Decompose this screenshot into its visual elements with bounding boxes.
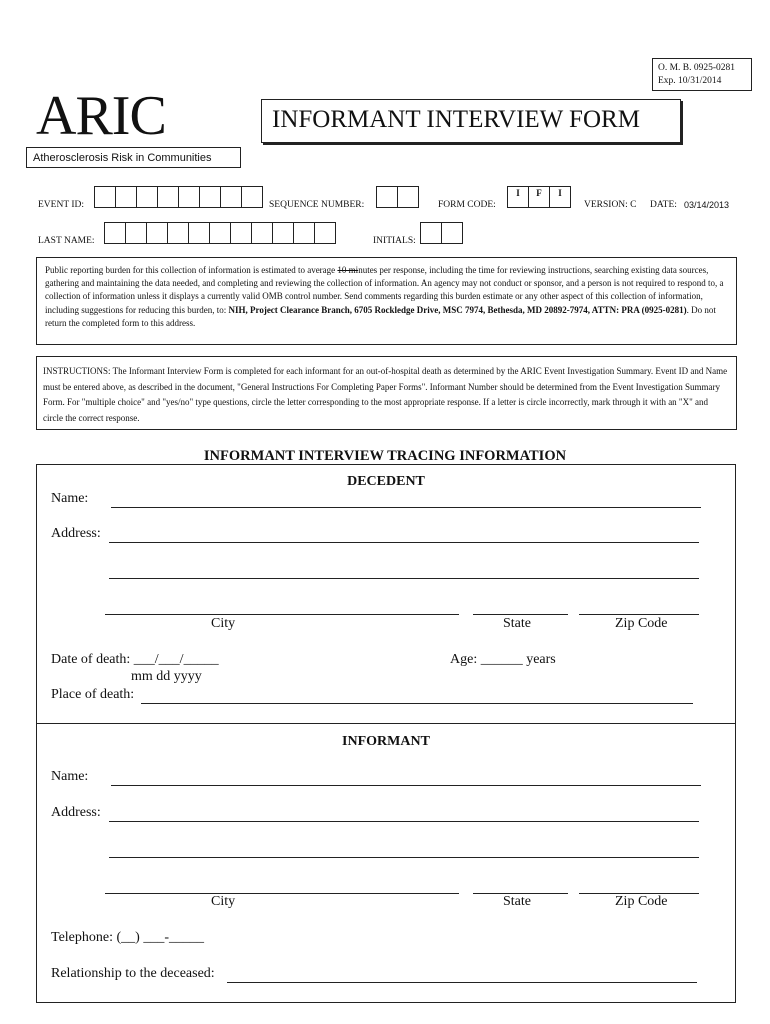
last-name-cell[interactable]	[188, 222, 210, 244]
event-id-cell[interactable]	[157, 186, 179, 208]
form-code-boxes	[507, 186, 571, 208]
decedent-city-field[interactable]	[105, 600, 459, 615]
omb-number: O. M. B. 0925-0281	[658, 63, 736, 73]
event-id-cell[interactable]	[178, 186, 200, 208]
relationship-field[interactable]	[227, 968, 697, 983]
place-of-death-label: Place of death:	[51, 687, 135, 702]
last-name-cell[interactable]	[125, 222, 147, 244]
decedent-section	[36, 464, 736, 724]
informant-heading: INFORMANT	[342, 734, 430, 749]
section-title: INFORMANT INTERVIEW TRACING INFORMATION	[203, 448, 567, 464]
form-code-label: FORM CODE:	[438, 200, 496, 210]
event-id-cell[interactable]	[115, 186, 137, 208]
date-of-death-field[interactable]: Date of death: ___/___/_____	[51, 652, 219, 667]
form-title: INFORMANT INTERVIEW FORM	[261, 99, 681, 143]
informant-zip-field[interactable]	[579, 879, 699, 894]
decedent-city-label: City	[211, 616, 236, 631]
omb-expiration: Exp. 10/31/2014	[658, 76, 722, 86]
last-name-cell[interactable]	[314, 222, 336, 244]
burden-text-b: nutes per response, including the time for reviewing instructions, searching existing data sources, gathering and maintaining the data needed, and completing and reviewing the collection of information. An agency may not conduct or sponsor, and a person is not required to respond to, a collection of information unless it displays a currently valid OMB control number. Send comments regarding this burden estimate or any other aspect of this collection of information, including suggestions for reducing this burden, to:	[45, 265, 724, 315]
sequence-number-label: SEQUENCE NUMBER:	[269, 200, 365, 210]
last-name-cell[interactable]	[209, 222, 231, 244]
age-field[interactable]: Age: ______ years	[450, 652, 556, 667]
burden-struck: 10 mi	[337, 265, 359, 275]
last-name-label: LAST NAME:	[38, 236, 95, 246]
burden-statement	[36, 257, 737, 345]
telephone-field[interactable]: Telephone: (__) ___-_____	[51, 930, 204, 945]
event-id-cell[interactable]	[136, 186, 158, 208]
version-label: VERSION: C	[584, 200, 637, 210]
sequence-cell[interactable]	[397, 186, 419, 208]
informant-state-label: State	[503, 894, 531, 909]
form-code-cell: I	[549, 186, 571, 208]
omb-box	[652, 58, 752, 91]
event-id-boxes[interactable]	[94, 186, 263, 208]
date-label: DATE:	[650, 200, 677, 210]
informant-name-label: Name:	[51, 769, 89, 784]
event-id-cell[interactable]	[199, 186, 221, 208]
event-id-cell[interactable]	[241, 186, 263, 208]
informant-state-field[interactable]	[473, 879, 568, 894]
event-id-cell[interactable]	[94, 186, 116, 208]
last-name-cell[interactable]	[104, 222, 126, 244]
decedent-address-label: Address:	[51, 526, 101, 541]
last-name-cell[interactable]	[146, 222, 168, 244]
decedent-zip-label: Zip Code	[615, 616, 668, 631]
event-id-cell[interactable]	[220, 186, 242, 208]
last-name-cell[interactable]	[251, 222, 273, 244]
last-name-cell[interactable]	[272, 222, 294, 244]
burden-text-c: . Do not return the completed form to this address.	[45, 304, 716, 328]
decedent-name-field[interactable]	[111, 493, 701, 508]
decedent-heading: DECEDENT	[347, 474, 425, 489]
burden-address: NIH, Project Clearance Branch, 6705 Rockledge Drive, MSC 7974, Bethesda, MD 20892-7974, ATTN: PRA (0925-0281)	[228, 304, 687, 315]
informant-address-label: Address:	[51, 805, 101, 820]
decedent-address-line1[interactable]	[109, 528, 699, 543]
informant-address-line1[interactable]	[109, 807, 699, 822]
last-name-boxes[interactable]	[104, 222, 336, 244]
initials-label: INITIALS:	[373, 236, 416, 246]
informant-city-label: City	[211, 894, 236, 909]
informant-name-field[interactable]	[111, 771, 701, 786]
sequence-cell[interactable]	[376, 186, 398, 208]
decedent-state-field[interactable]	[473, 600, 568, 615]
informant-city-field[interactable]	[105, 879, 459, 894]
place-of-death-field[interactable]	[141, 689, 693, 704]
initials-cell[interactable]	[420, 222, 442, 244]
date-value: 03/14/2013	[684, 200, 730, 210]
instructions-box: INSTRUCTIONS: The Informant Interview Form is completed for each informant for an out-of-hospital death as determined by the ARIC Event Investigation Summary. Event ID and Name must be entered above, as described in the document, "General Instructions For Completing Paper Forms". Informant Number should be determined from the Event Investigation Summary Form. For "multiple choice" and "yes/no" type questions, circle the letter corresponding to the most appropriate response. If a letter is circle incorrectly, mark through it with an "X" and circle the correct response.	[36, 356, 737, 430]
last-name-cell[interactable]	[167, 222, 189, 244]
decedent-state-label: State	[503, 616, 531, 631]
form-code-cell: I	[507, 186, 529, 208]
decedent-name-label: Name:	[51, 491, 89, 506]
last-name-cell[interactable]	[293, 222, 315, 244]
aric-logo: ARIC	[36, 85, 166, 147]
date-of-death-hint: mm dd yyyy	[131, 669, 202, 684]
last-name-cell[interactable]	[230, 222, 252, 244]
informant-zip-label: Zip Code	[615, 894, 668, 909]
event-id-label: EVENT ID:	[38, 200, 84, 210]
decedent-address-line2[interactable]	[109, 564, 699, 579]
initials-boxes[interactable]	[420, 222, 463, 244]
decedent-zip-field[interactable]	[579, 600, 699, 615]
sequence-number-boxes[interactable]	[376, 186, 419, 208]
informant-address-line2[interactable]	[109, 843, 699, 858]
informant-section	[36, 723, 736, 1003]
aric-subtitle: Atherosclerosis Risk in Communities	[26, 147, 241, 168]
relationship-label: Relationship to the deceased:	[51, 966, 215, 981]
form-code-cell: F	[528, 186, 550, 208]
burden-text-a: Public reporting burden for this collection of information is estimated to average	[45, 265, 338, 275]
initials-cell[interactable]	[441, 222, 463, 244]
